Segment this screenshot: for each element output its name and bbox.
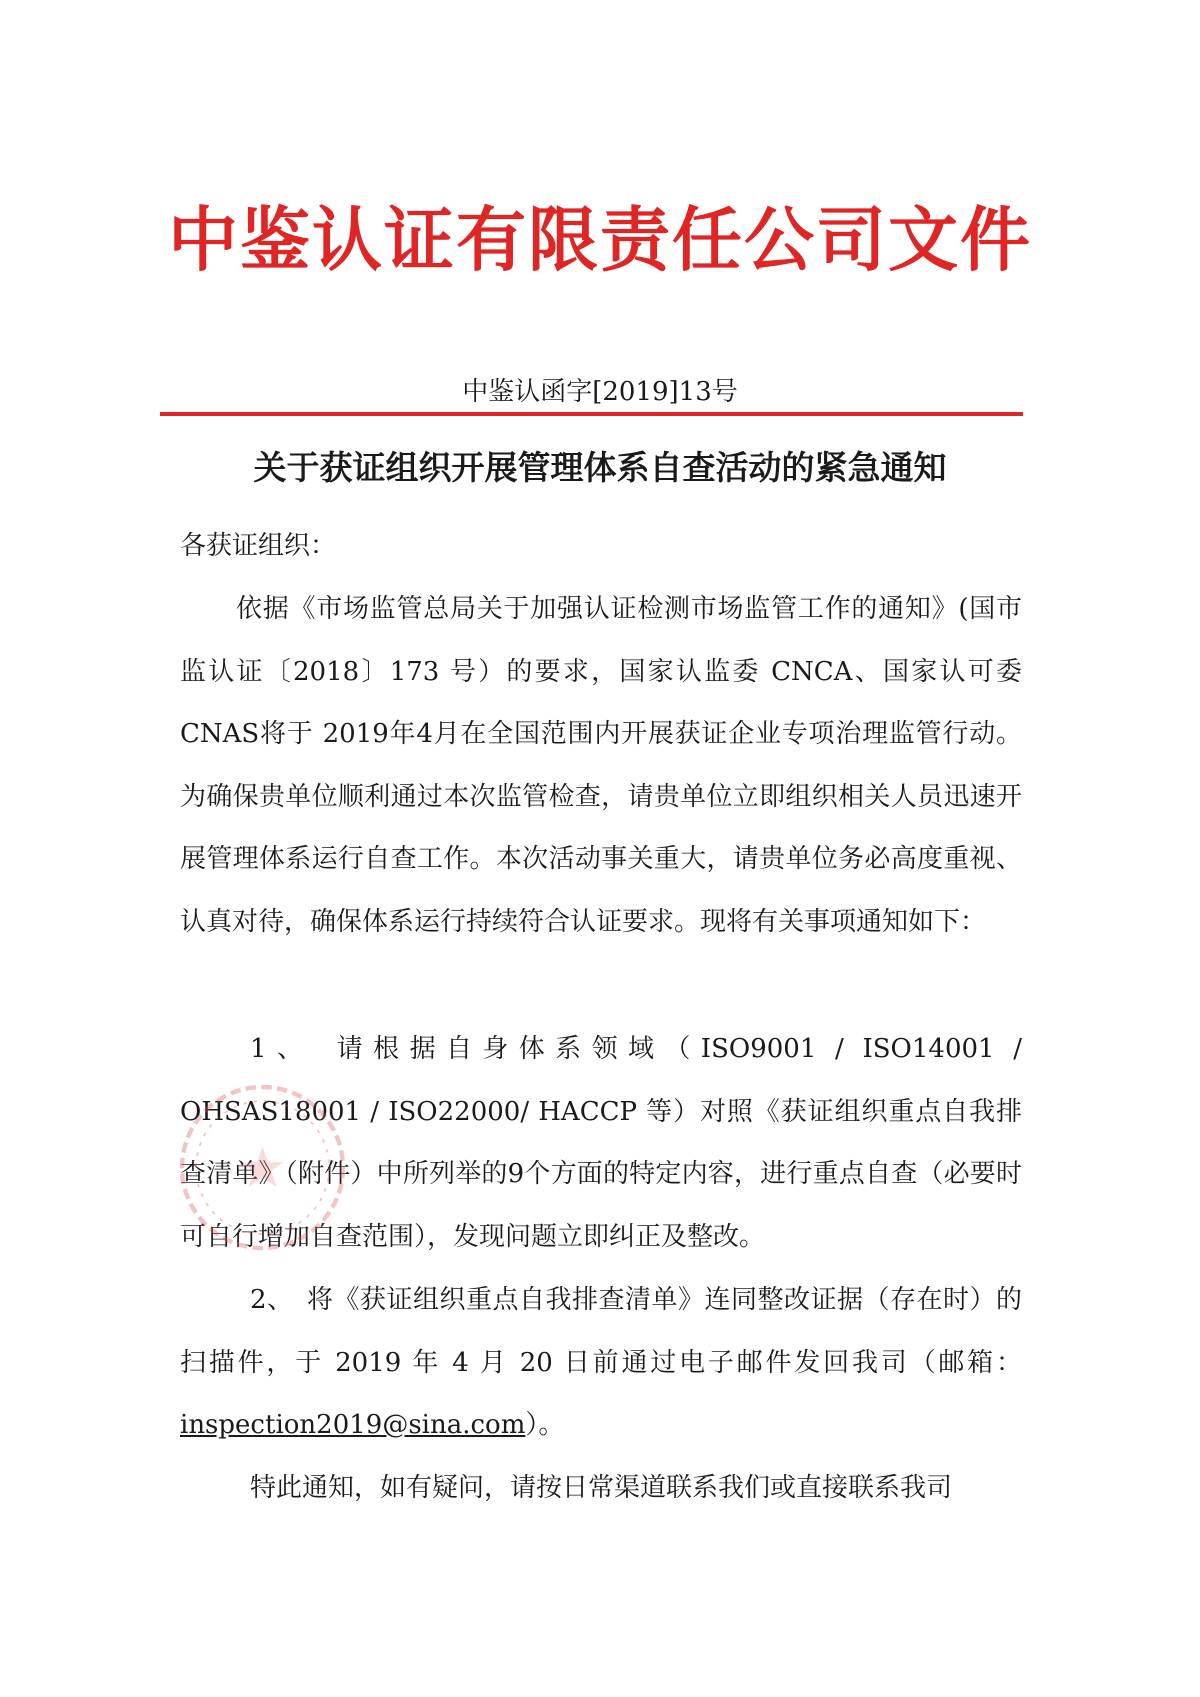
notice-item-2: [180, 1269, 1022, 1457]
letterhead-title: 中鉴认证有限责任公司文件: [168, 199, 1032, 281]
document-number: 中鉴认函字[2019]13号: [462, 377, 738, 407]
email-link[interactable]: inspection2019@sina.com: [180, 1410, 526, 1440]
body-paragraph-1: 依据《市场监管总局关于加强认证检测市场监管工作的通知》(国市监认证〔2018〕173 号）的要求，国家认监委 CNCA、国家认可委 CNAS将于 2019年4月在全国范围内开展获证企业专项治理监管行动。为确保贵单位顺利通过本次监管检查，请贵单位立即组织相关人员迅速开展管理体系运行自查工作。本次活动事关重大，请贵单位务必高度重视、认真对待，确保体系运行持续符合认证要求。现将有关事项通知如下：: [180, 594, 1022, 937]
closing-paragraph: 特此通知，如有疑问，请按日常渠道联系我们或直接联系我司: [250, 1473, 953, 1503]
salutation: 各获证组织：: [180, 531, 337, 561]
red-divider-rule: [160, 412, 1023, 416]
faded-seal-stamp: [175, 1080, 350, 1255]
document-title: 关于获证组织开展管理体系自查活动的紧急通知: [253, 448, 947, 487]
notice-item-1: 1、 请根据自身体系领域（ISO9001 / ISO14001 / OHSAS18001 / ISO22000/ HACCP 等）对照《获证组织重点自我排查清单》（附件）中所列举的9个方面的特定内容，进行重点自查（必要时可自行增加自查范围），发现问题立即纠正及整改。: [180, 1034, 1022, 1252]
notice-item-2-text: 2、 将《获证组织重点自我排查清单》连同整改证据（存在时）的扫描件，于 2019 年 4 月 20 日前通过电子邮件发回我司（邮箱：: [180, 1285, 1022, 1378]
notice-item-2-end: ）。: [525, 1410, 565, 1440]
